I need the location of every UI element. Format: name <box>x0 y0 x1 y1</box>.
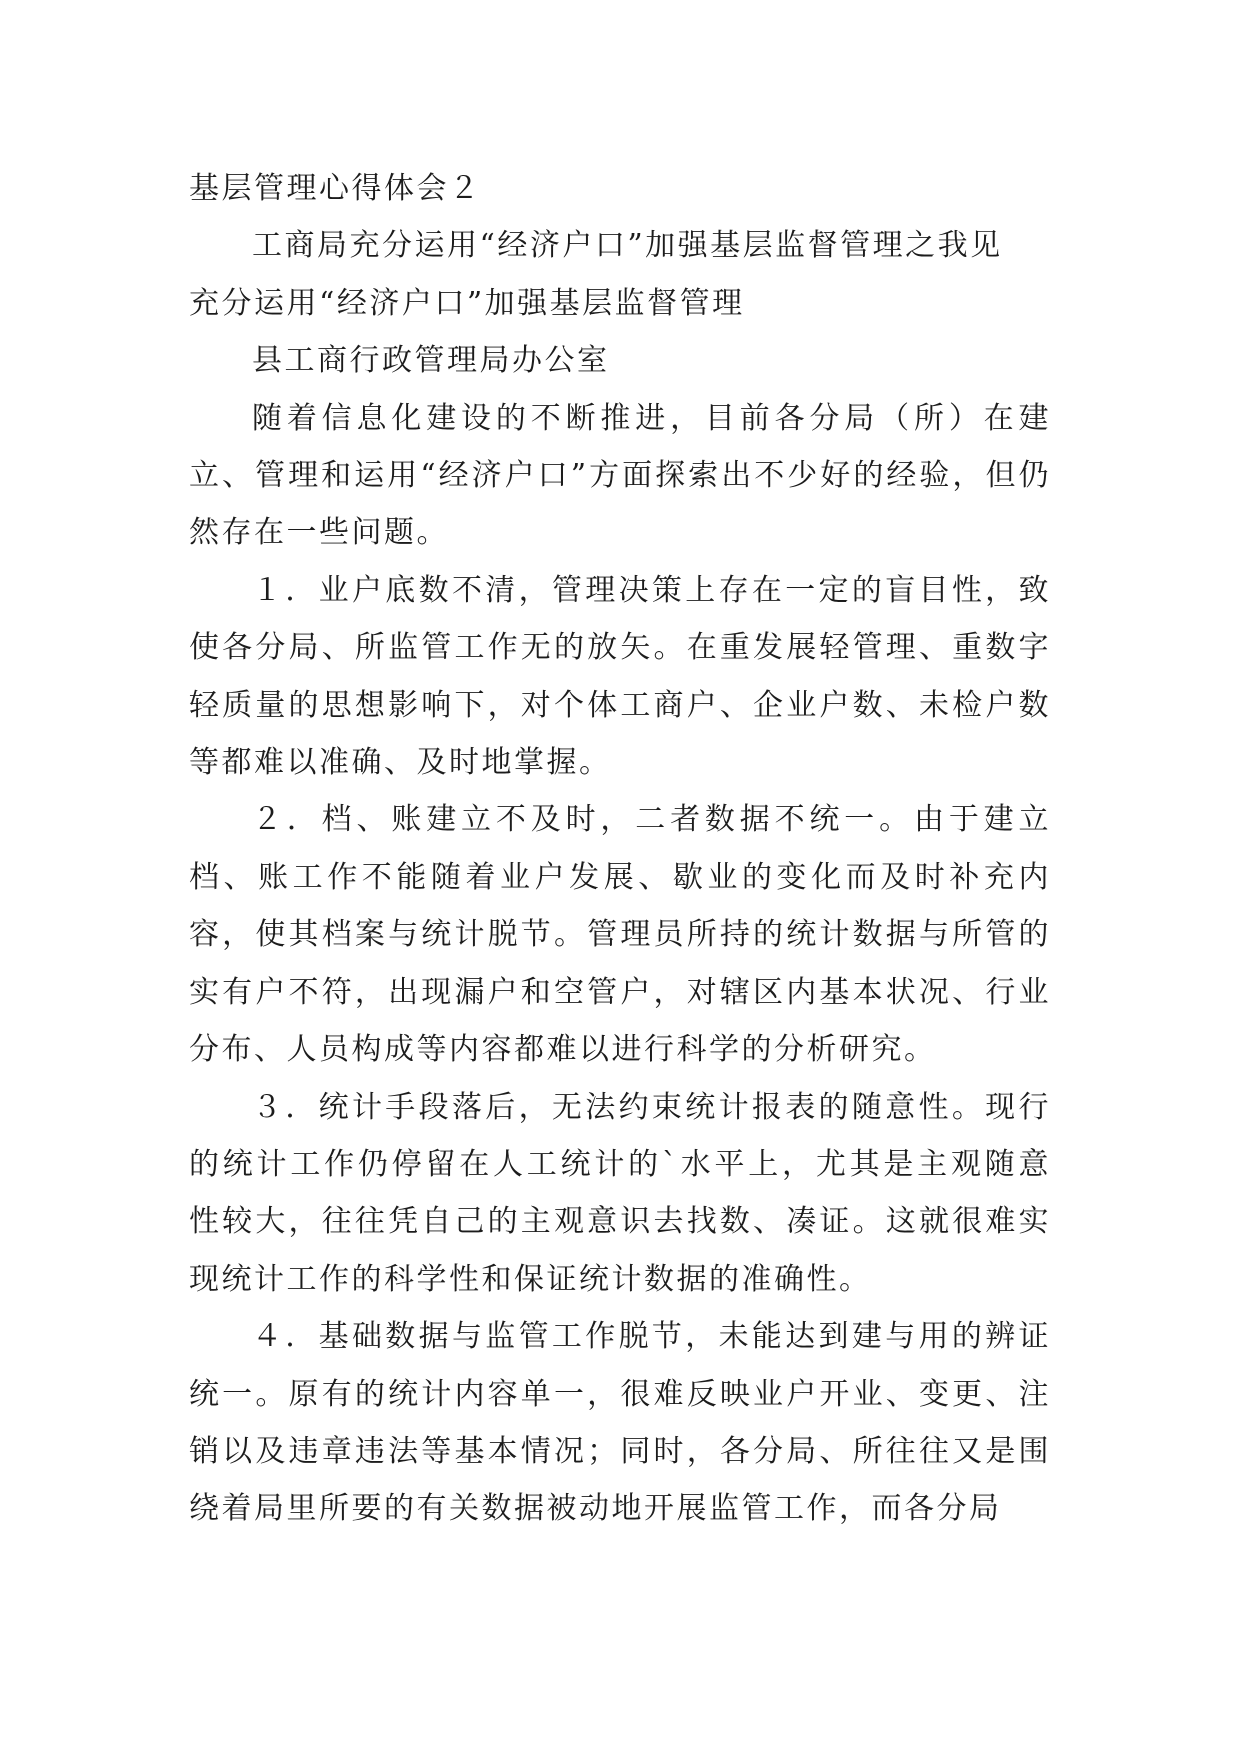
paragraph-point-1: １．业户底数不清，管理决策上存在一定的盲目性，致使各分局、所监管工作无的放矢。在重发展轻管理、重数字轻质量的思想影响下，对个体工商户、企业户数、未检户数等都难以准确、及时地掌握。 <box>189 572 1051 781</box>
document-title: 基层管理心得体会２ <box>189 171 482 206</box>
paragraph-author: 县工商行政管理局办公室 <box>252 343 610 379</box>
paragraph-intro: 随着信息化建设的不断推进，目前各分局（所）在建立、管理和运用“经济户口”方面探索出不少好的经验，但仍然存在一些问题。 <box>189 400 1051 551</box>
paragraph-point-4: ４．基础数据与监管工作脱节，未能达到建与用的辨证统一。原有的统计内容单一，很难反映业户开业、变更、注销以及违章违法等基本情况；同时，各分局、所往往又是围绕着局里所要的有关数据被动地开展监管工作，而各分局 <box>189 1319 1051 1527</box>
paragraph-point-3: ３．统计手段落后，无法约束统计报表的随意性。现行的统计工作仍停留在人工统计的`水平上，尤其是主观随意性较大，往往凭自己的主观意识去找数、凑证。这就很难实现统计工作的科学性和保证统计数据的准确性。 <box>189 1089 1051 1297</box>
paragraph-subheading: 充分运用“经济户口”加强基层监督管理 <box>189 285 745 321</box>
paragraph-point-2: ２．档、账建立不及时，二者数据不统一。由于建立档、账工作不能随着业户发展、歇业的变化而及时补充内容，使其档案与统计脱节。管理员所持的统计数据与所管的实有户不符，出现漏户和空管户，对辖区内基本状况、行业分布、人员构成等内容都难以进行科学的分析研究。 <box>189 802 1051 1068</box>
paragraph-heading: 工商局充分运用“经济户口”加强基层监督管理之我见 <box>252 228 1003 264</box>
document-body <box>189 160 1051 1538</box>
